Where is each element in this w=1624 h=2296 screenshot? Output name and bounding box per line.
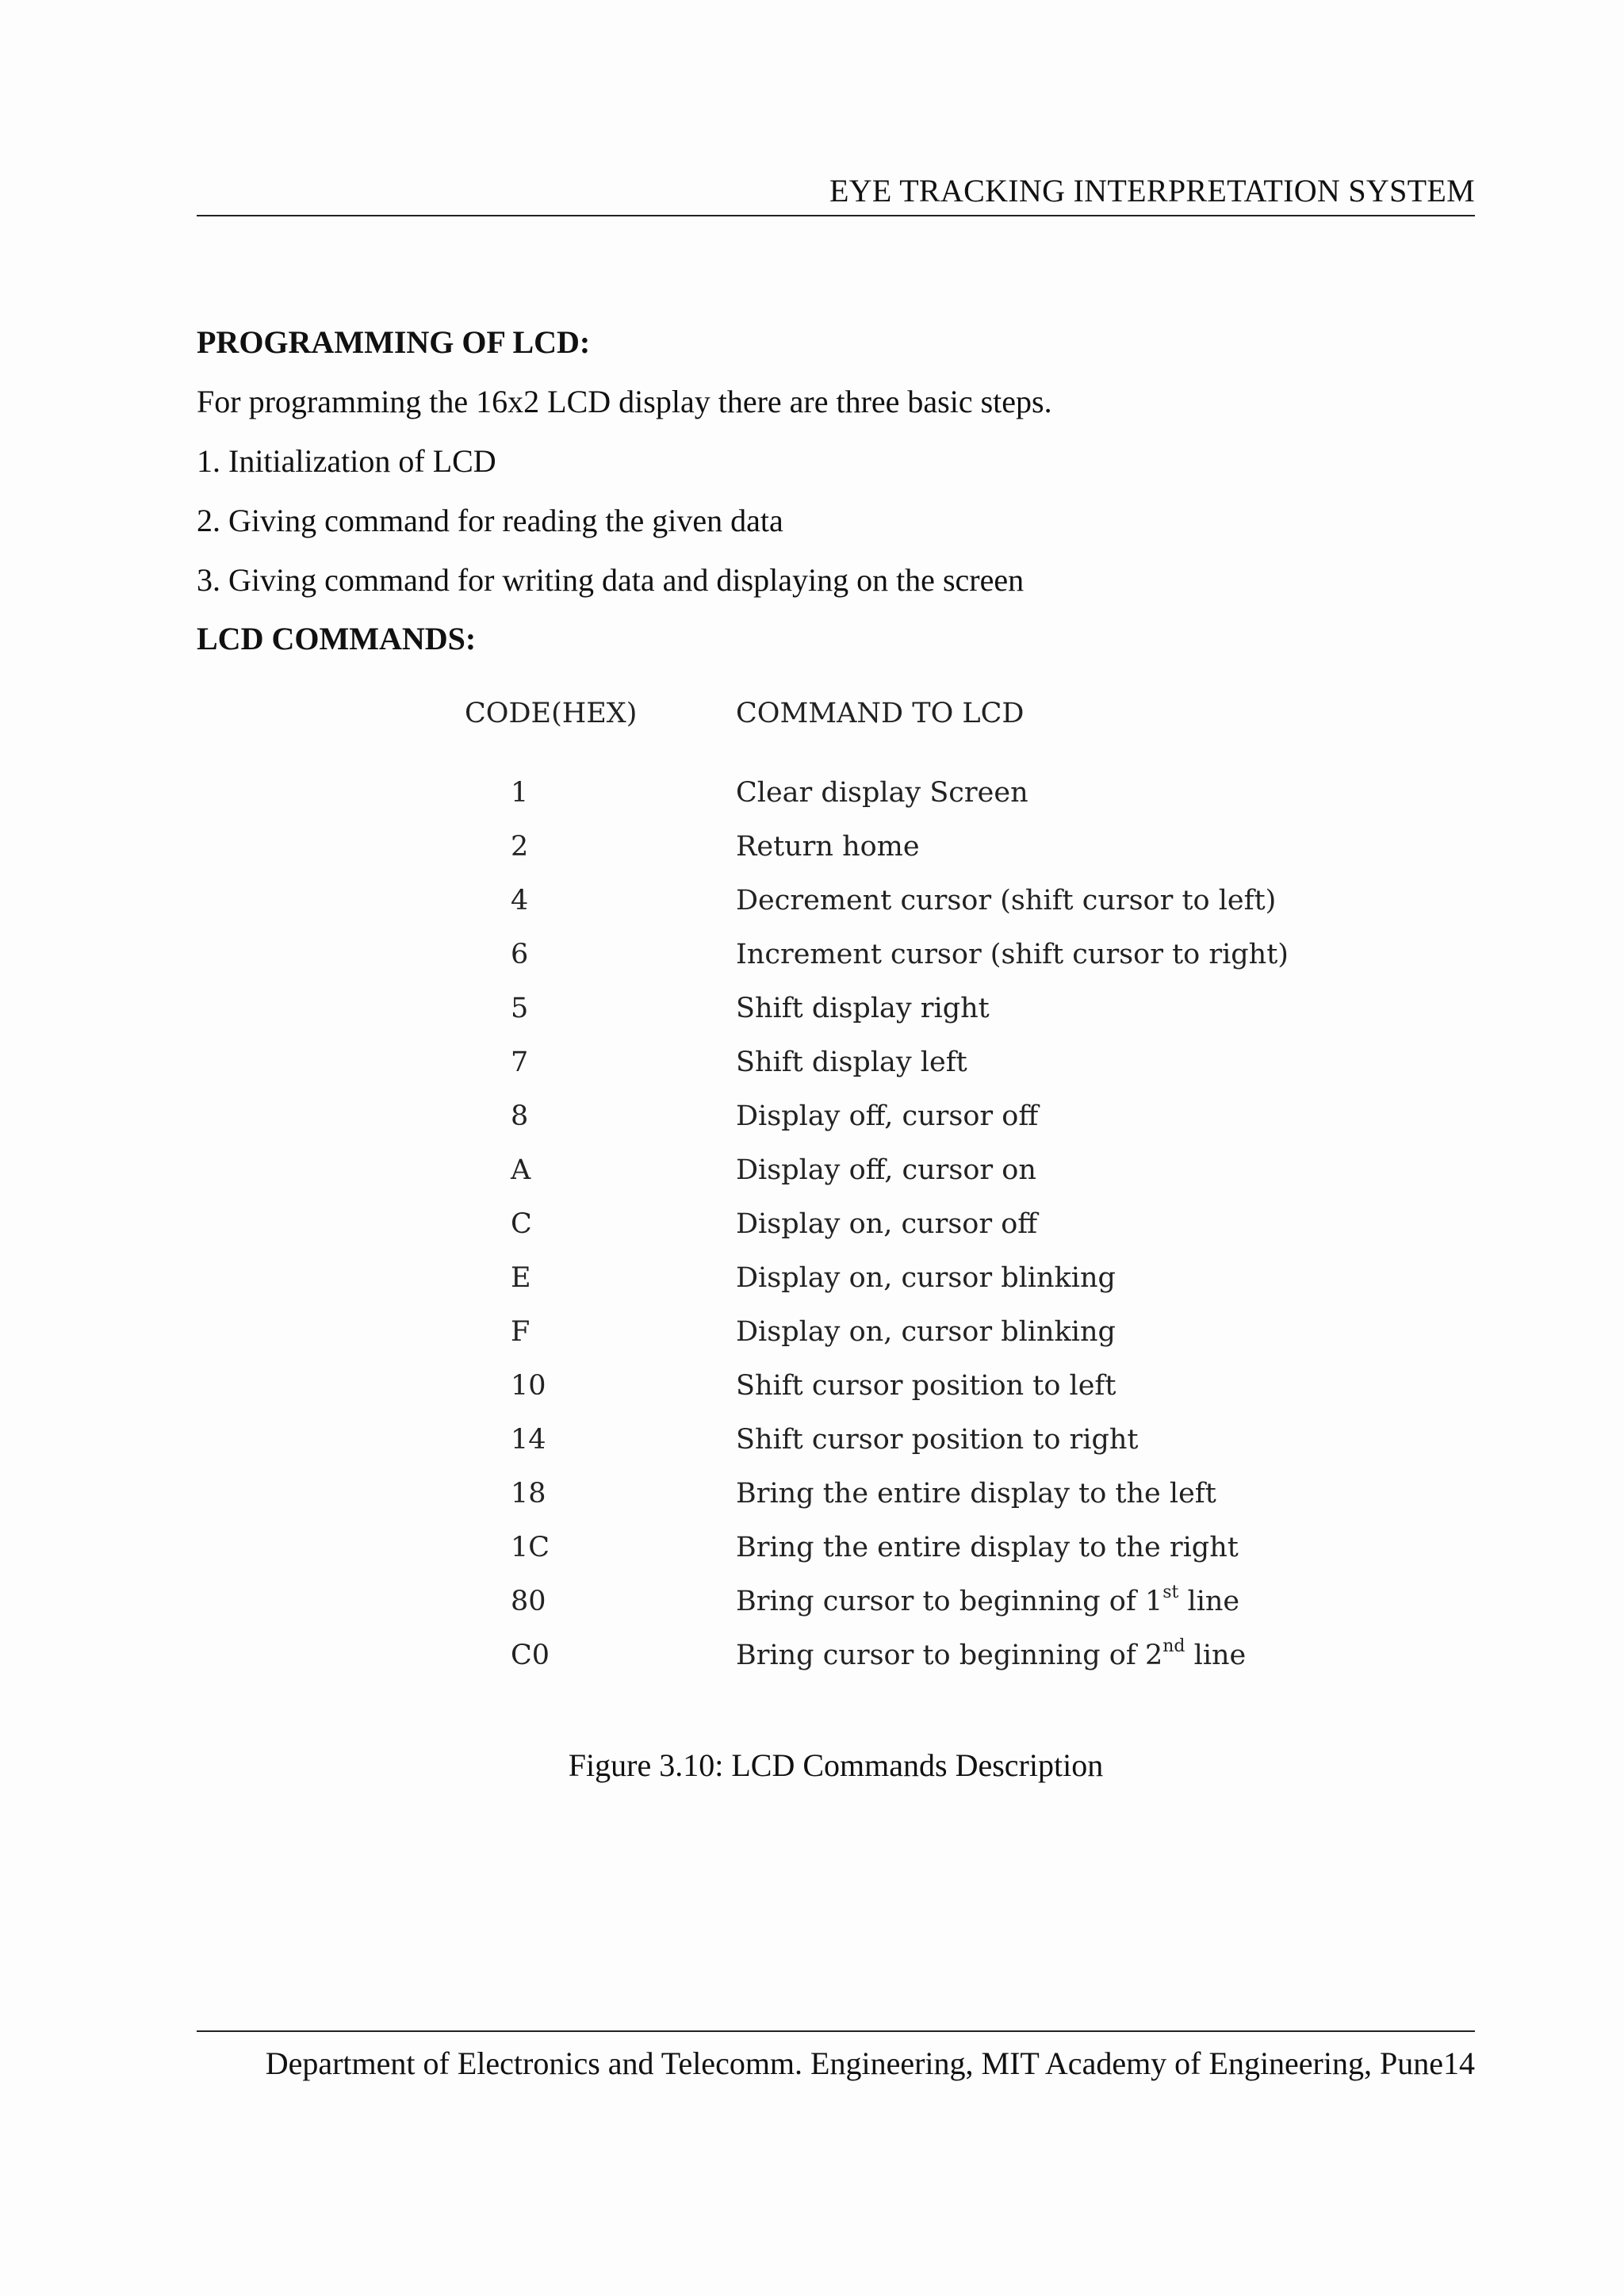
command-code: 1C bbox=[511, 1532, 550, 1563]
command-description bbox=[736, 885, 1276, 916]
table-row bbox=[465, 1582, 1258, 1640]
table-row bbox=[465, 1636, 1258, 1693]
command-description bbox=[736, 1154, 1036, 1186]
command-text-suffix: line bbox=[1178, 1586, 1240, 1617]
command-code: 5 bbox=[511, 993, 529, 1024]
column-header-command: COMMAND TO LCD bbox=[736, 698, 1025, 729]
command-code: 10 bbox=[511, 1370, 546, 1402]
table-row bbox=[465, 1262, 1258, 1316]
table-row bbox=[465, 993, 1258, 1047]
command-text: Increment cursor (shift cursor to right) bbox=[736, 939, 1289, 970]
command-text: Bring the entire display to the left bbox=[736, 1478, 1216, 1510]
command-description bbox=[736, 777, 1028, 809]
command-description bbox=[736, 939, 1289, 970]
command-text: Display off, cursor on bbox=[736, 1154, 1036, 1186]
command-description bbox=[736, 831, 920, 863]
command-text: Display on, cursor off bbox=[736, 1208, 1038, 1240]
command-code: 6 bbox=[511, 939, 529, 970]
table-row bbox=[465, 1047, 1258, 1100]
command-code: A bbox=[511, 1154, 531, 1186]
command-code: 2 bbox=[511, 831, 529, 863]
command-code: F bbox=[511, 1316, 530, 1348]
command-text: Clear display Screen bbox=[736, 777, 1028, 809]
intro-paragraph: For programming the 16x2 LCD display there are three basic steps. bbox=[197, 384, 1052, 419]
command-text: Display on, cursor blinking bbox=[736, 1316, 1116, 1348]
command-description bbox=[736, 1208, 1037, 1240]
command-description bbox=[736, 1100, 1038, 1132]
command-description bbox=[736, 1316, 1116, 1348]
section-heading: PROGRAMMING OF LCD: bbox=[197, 324, 591, 360]
running-header bbox=[197, 169, 1475, 216]
command-description bbox=[736, 993, 990, 1024]
table-row bbox=[465, 831, 1258, 885]
table-row bbox=[465, 1208, 1258, 1262]
table-row bbox=[465, 777, 1258, 831]
table-row bbox=[465, 885, 1277, 939]
table-body bbox=[465, 777, 1289, 1693]
command-text: Shift cursor position to right bbox=[736, 1424, 1139, 1456]
command-code: 8 bbox=[511, 1100, 529, 1132]
command-code: E bbox=[511, 1262, 531, 1294]
table-row bbox=[465, 1100, 1258, 1154]
header-title: EYE TRACKING INTERPRETATION SYSTEM bbox=[829, 173, 1475, 209]
command-text: Shift display right bbox=[736, 993, 990, 1024]
step-item: 3. Giving command for writing data and displaying on the screen bbox=[197, 562, 1025, 598]
command-code: 1 bbox=[511, 777, 529, 809]
table-row bbox=[465, 1424, 1258, 1478]
command-text: Display on, cursor blinking bbox=[736, 1262, 1116, 1294]
table-row bbox=[465, 1532, 1258, 1586]
command-description bbox=[736, 1582, 1240, 1617]
figure-caption: Figure 3.10: LCD Commands Description bbox=[568, 1747, 1104, 1783]
command-code: C0 bbox=[511, 1640, 550, 1671]
command-description bbox=[736, 1424, 1138, 1456]
column-header-code: CODE(HEX) bbox=[465, 698, 638, 729]
command-description bbox=[736, 1532, 1239, 1563]
command-code: 7 bbox=[511, 1047, 529, 1078]
command-text: Bring cursor to beginning of 1 bbox=[736, 1586, 1163, 1617]
step-item: 1. Initialization of LCD bbox=[197, 443, 496, 479]
command-code: 4 bbox=[511, 885, 529, 916]
table-row bbox=[465, 939, 1289, 993]
footer-rule bbox=[197, 2030, 1475, 2032]
command-code: 18 bbox=[511, 1478, 546, 1510]
table-header bbox=[465, 698, 1258, 737]
table-row bbox=[465, 1478, 1258, 1532]
command-description bbox=[736, 1478, 1216, 1510]
command-code: 14 bbox=[511, 1424, 546, 1456]
command-code: 80 bbox=[511, 1586, 546, 1617]
command-text: Display off, cursor off bbox=[736, 1100, 1039, 1132]
ordinal-superscript: st bbox=[1162, 1582, 1179, 1602]
command-text: Return home bbox=[736, 831, 920, 863]
table-row bbox=[465, 1370, 1258, 1424]
command-description bbox=[736, 1047, 967, 1078]
command-description bbox=[736, 1636, 1247, 1671]
table-row bbox=[465, 1316, 1258, 1370]
command-text: Decrement cursor (shift cursor to left) bbox=[736, 885, 1277, 916]
ordinal-superscript: nd bbox=[1162, 1636, 1185, 1656]
table-row bbox=[465, 1154, 1258, 1208]
footer-text: Department of Electronics and Telecomm. Engineering, MIT Academy of Engineering, Pune14 bbox=[265, 2045, 1475, 2081]
command-text: Bring the entire display to the right bbox=[736, 1532, 1239, 1563]
commands-heading: LCD COMMANDS: bbox=[197, 621, 477, 656]
command-description bbox=[736, 1262, 1116, 1294]
command-code: C bbox=[511, 1208, 532, 1240]
command-description bbox=[736, 1370, 1116, 1402]
command-text: Bring cursor to beginning of 2 bbox=[736, 1640, 1163, 1671]
command-text: Shift display left bbox=[736, 1047, 967, 1078]
command-text-suffix: line bbox=[1185, 1640, 1247, 1671]
command-text: Shift cursor position to left bbox=[736, 1370, 1116, 1402]
step-item: 2. Giving command for reading the given data bbox=[197, 503, 783, 538]
